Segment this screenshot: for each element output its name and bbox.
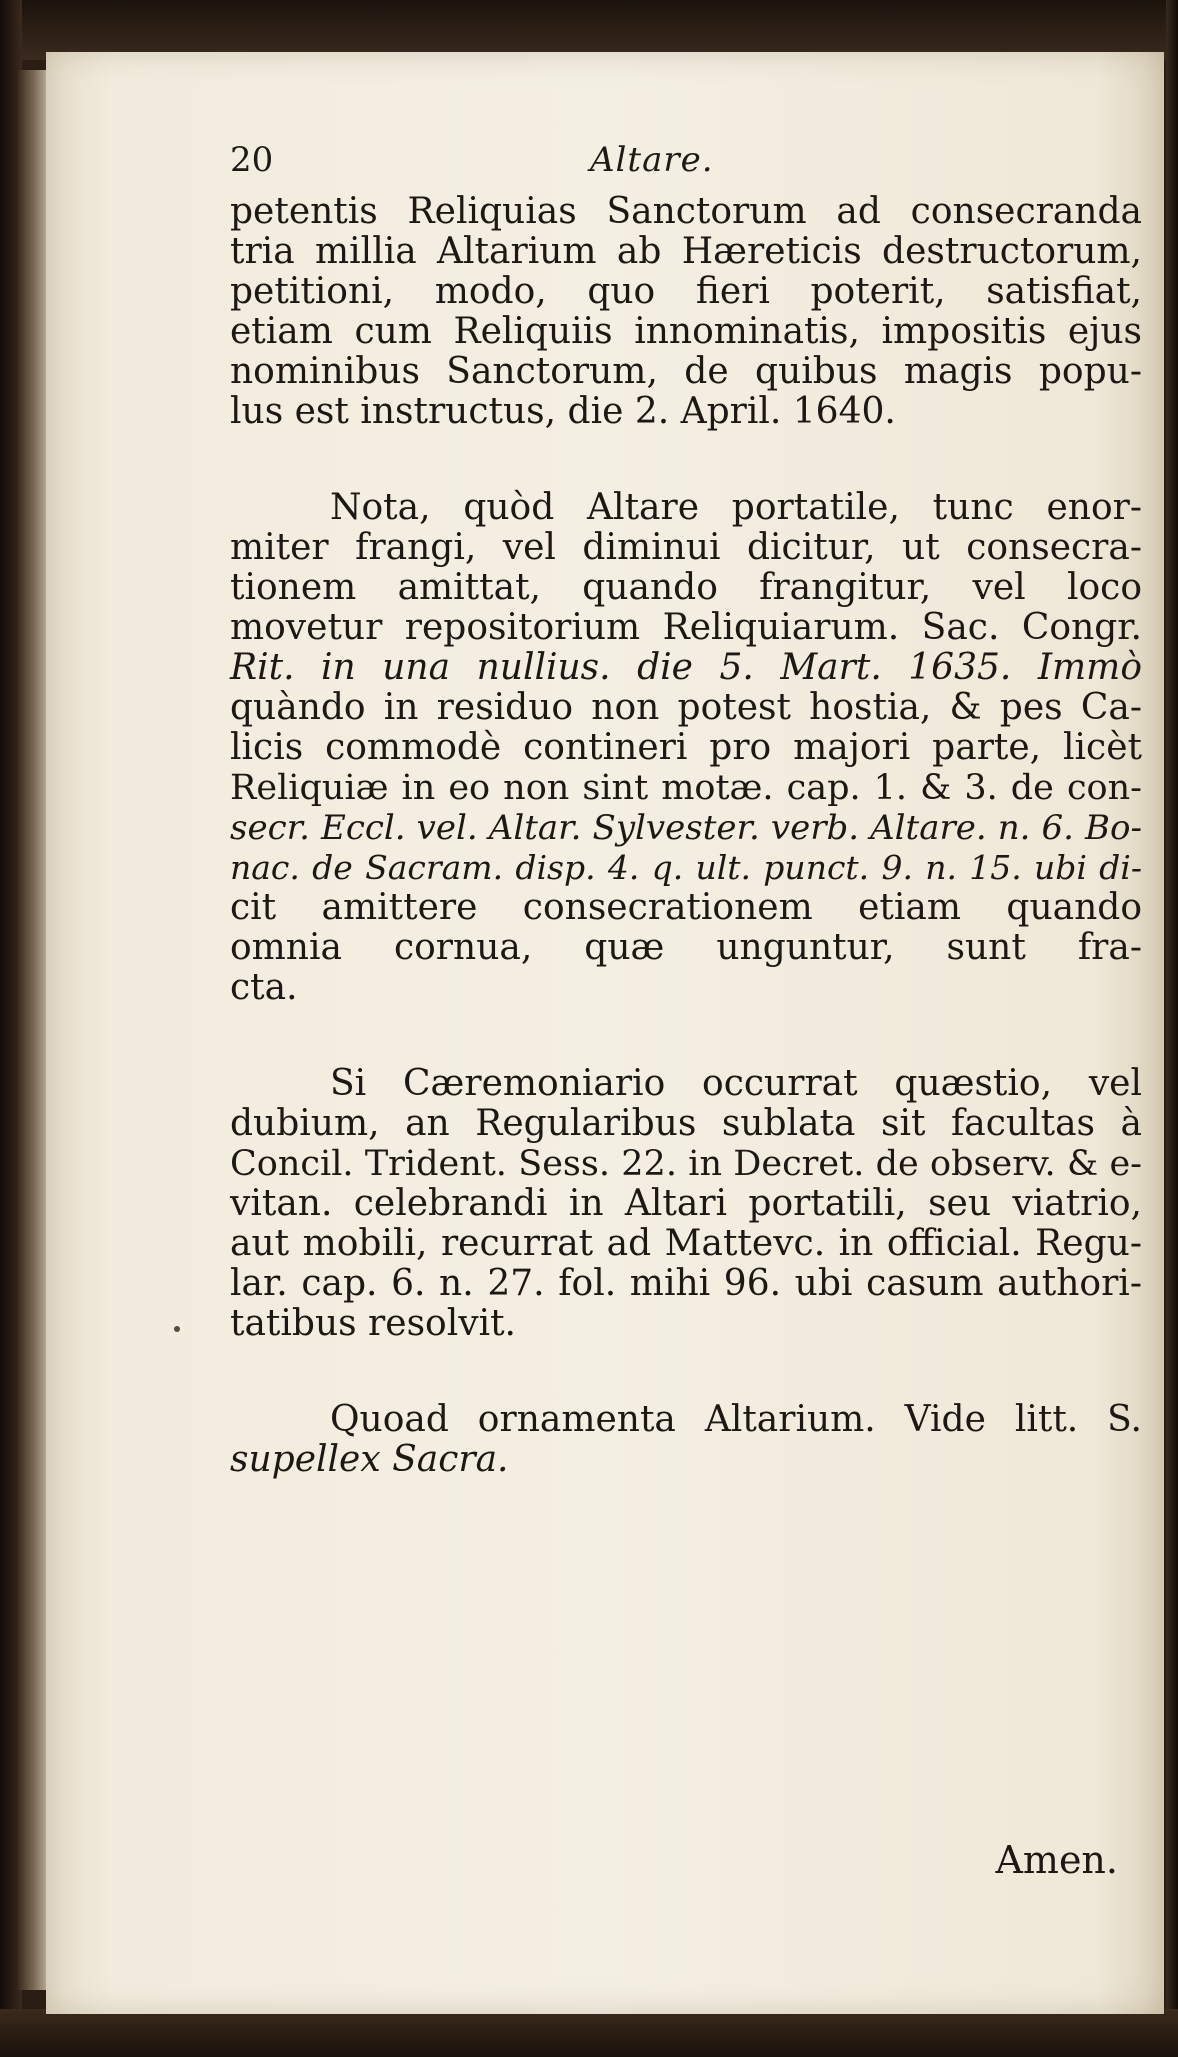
text-line: tria millia Altarium ab Hæreticis destructorum, [230, 231, 1142, 272]
text-line: quàndo in residuo non potest hostia, & pes Ca- [230, 687, 1142, 728]
text-line: secr. Eccl. vel. Altar. Sylvester. verb. Altare. n. 6. Bo- [230, 808, 1142, 848]
text-line: lus est instructus, die 2. April. 1640. [230, 391, 896, 432]
text-line: tatibus resolvit. [230, 1303, 516, 1344]
text-line: petitioni, modo, quo fieri poterit, satisfiat, [230, 271, 1142, 312]
paragraph-3 [230, 1064, 1142, 1344]
scan-background-right [1166, 0, 1178, 2057]
text-line: Concil. Trident. Sess. 22. in Decret. de observ. & e- [230, 1144, 1142, 1184]
text-line: nominibus Sanctorum, de quibus magis popu- [230, 351, 1142, 392]
margin-mark [174, 1326, 180, 1332]
text-line: Nota, quòd Altare portatile, tunc enor- [330, 487, 1142, 528]
running-head: Altare. [590, 140, 714, 180]
scan-background-top [0, 0, 1178, 60]
paragraph-1 [230, 192, 1142, 432]
text-line: Reliquiæ in eo non sint motæ. cap. 1. & 3. de con- [230, 768, 1142, 808]
text-line: dubium, an Regularibus sublata sit facultas à [230, 1103, 1142, 1144]
closing-word: Amen. [995, 1838, 1118, 1882]
text-line: licis commodè contineri pro majori parte, licèt [230, 727, 1142, 768]
text-line: cit amittere consecrationem etiam quando [230, 887, 1142, 928]
text-line: miter frangi, vel diminui dicitur, ut consecra- [230, 527, 1142, 568]
text-line: tionem amittat, quando frangitur, vel loco [230, 567, 1142, 608]
text-line: aut mobili, recurrat ad Mattevc. in official. Regu- [230, 1223, 1142, 1264]
text-line: etiam cum Reliquiis innominatis, impositis ejus [230, 311, 1142, 352]
text-line: cta. [230, 967, 298, 1008]
text-line: vitan. celebrandi in Altari portatili, seu viatrio, [230, 1183, 1142, 1224]
main-text [230, 192, 1142, 1480]
scan-background-bottom [0, 2009, 1178, 2057]
page-header [230, 140, 930, 180]
text-line: lar. cap. 6. n. 27. fol. mihi 96. ubi casum authori- [230, 1263, 1142, 1304]
page-number: 20 [230, 140, 274, 180]
text-line: petentis Reliquias Sanctorum ad consecranda [230, 191, 1142, 232]
text-line: Quoad ornamenta Altarium. Vide litt. S. [330, 1399, 1142, 1440]
paragraph-2 [230, 488, 1142, 1008]
text-line: omnia cornua, quæ unguntur, sunt fra- [230, 927, 1142, 968]
text-line: nac. de Sacram. disp. 4. q. ult. punct. 9. n. 15. ubi di- [230, 848, 1142, 887]
text-line: Rit. in una nullius. die 5. Mart. 1635. Immò [230, 647, 1142, 688]
text-line: movetur repositorium Reliquiarum. Sac. Congr. [230, 607, 1142, 648]
paragraph-4 [230, 1400, 1142, 1480]
text-line: Si Cæremoniario occurrat quæstio, vel [330, 1063, 1142, 1104]
text-line: supellex Sacra. [230, 1439, 509, 1480]
